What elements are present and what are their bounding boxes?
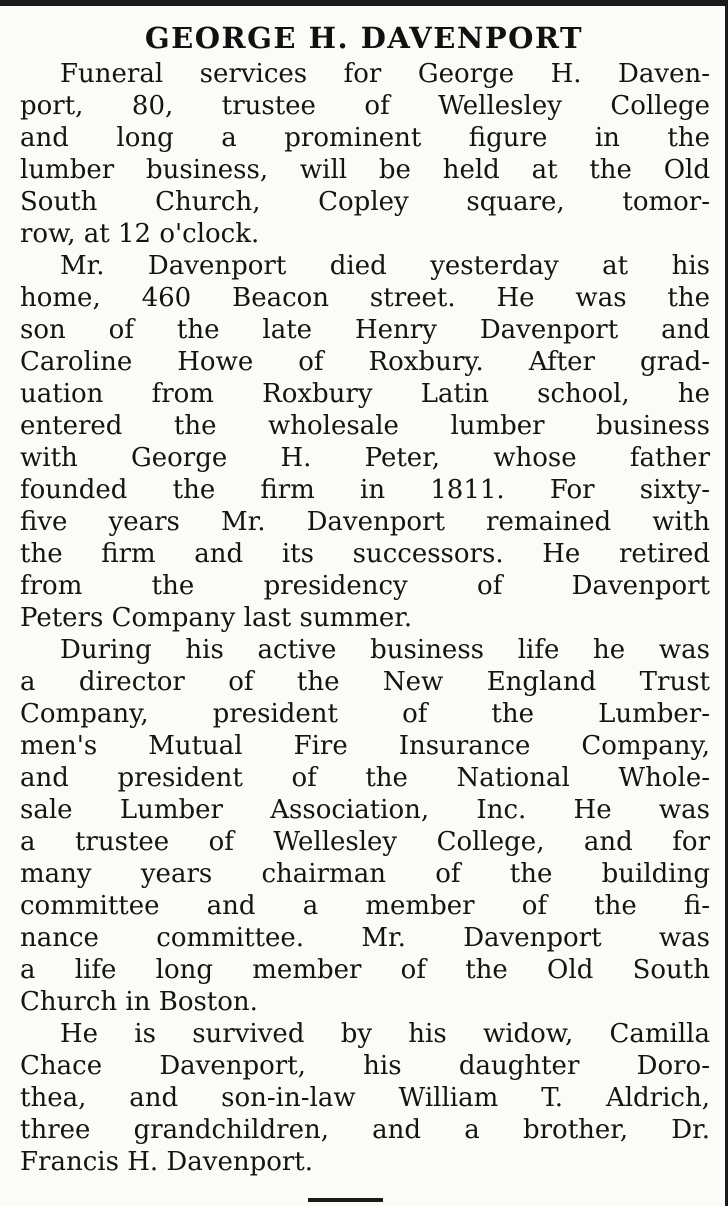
text-line: a life long member of the Old South	[20, 955, 710, 985]
text-line: Company, president of the Lumber-	[20, 699, 710, 729]
text-line: Church in Boston.	[20, 987, 258, 1017]
text-line: Mr. Davenport died yesterday at his	[60, 251, 710, 281]
text-line: uation from Roxbury Latin school, he	[20, 379, 710, 409]
text-line: a trustee of Wellesley College, and for	[20, 827, 710, 857]
bottom-rule	[308, 1198, 383, 1202]
obituary-headline: GEORGE H. DAVENPORT	[144, 21, 584, 55]
text-line: the firm and its successors. He retired	[20, 539, 710, 569]
text-line: committee and a member of the fi-	[20, 891, 710, 921]
text-line: South Church, Copley square, tomor-	[20, 187, 710, 217]
text-line: Peters Company last summer.	[20, 603, 413, 633]
text-line: Funeral services for George H. Daven-	[60, 59, 710, 89]
text-line: During his active business life he was	[60, 635, 710, 665]
text-line: men's Mutual Fire Insurance Company,	[20, 731, 710, 761]
text-line: lumber business, will be held at the Old	[20, 155, 710, 185]
text-line: and long a prominent figure in the	[20, 123, 710, 153]
text-line: He is survived by his widow, Camilla	[60, 1019, 710, 1049]
text-line: Francis H. Davenport.	[20, 1147, 314, 1177]
text-line: Caroline Howe of Roxbury. After grad-	[20, 347, 710, 377]
text-line: from the presidency of Davenport	[20, 571, 710, 601]
text-line: port, 80, trustee of Wellesley College	[20, 91, 710, 121]
text-line: nance committee. Mr. Davenport was	[20, 923, 710, 953]
text-line: founded the firm in 1811. For sixty-	[20, 475, 710, 505]
text-line: with George H. Peter, whose father	[20, 443, 710, 473]
text-line: sale Lumber Association, Inc. He was	[20, 795, 710, 825]
text-line: home, 460 Beacon street. He was the	[20, 283, 710, 313]
text-line: many years chairman of the building	[20, 859, 710, 889]
text-line: son of the late Henry Davenport and	[20, 315, 710, 345]
text-line: five years Mr. Davenport remained with	[20, 507, 710, 537]
text-line: a director of the New England Trust	[20, 667, 710, 697]
text-line: and president of the National Whole-	[20, 763, 710, 793]
text-line: row, at 12 o'clock.	[20, 219, 260, 249]
text-line: thea, and son-in-law William T. Aldrich,	[20, 1083, 710, 1113]
text-line: Chace Davenport, his daughter Doro-	[20, 1051, 710, 1081]
top-rule	[0, 0, 728, 6]
text-line: three grandchildren, and a brother, Dr.	[20, 1115, 710, 1145]
text-line: entered the wholesale lumber business	[20, 411, 710, 441]
